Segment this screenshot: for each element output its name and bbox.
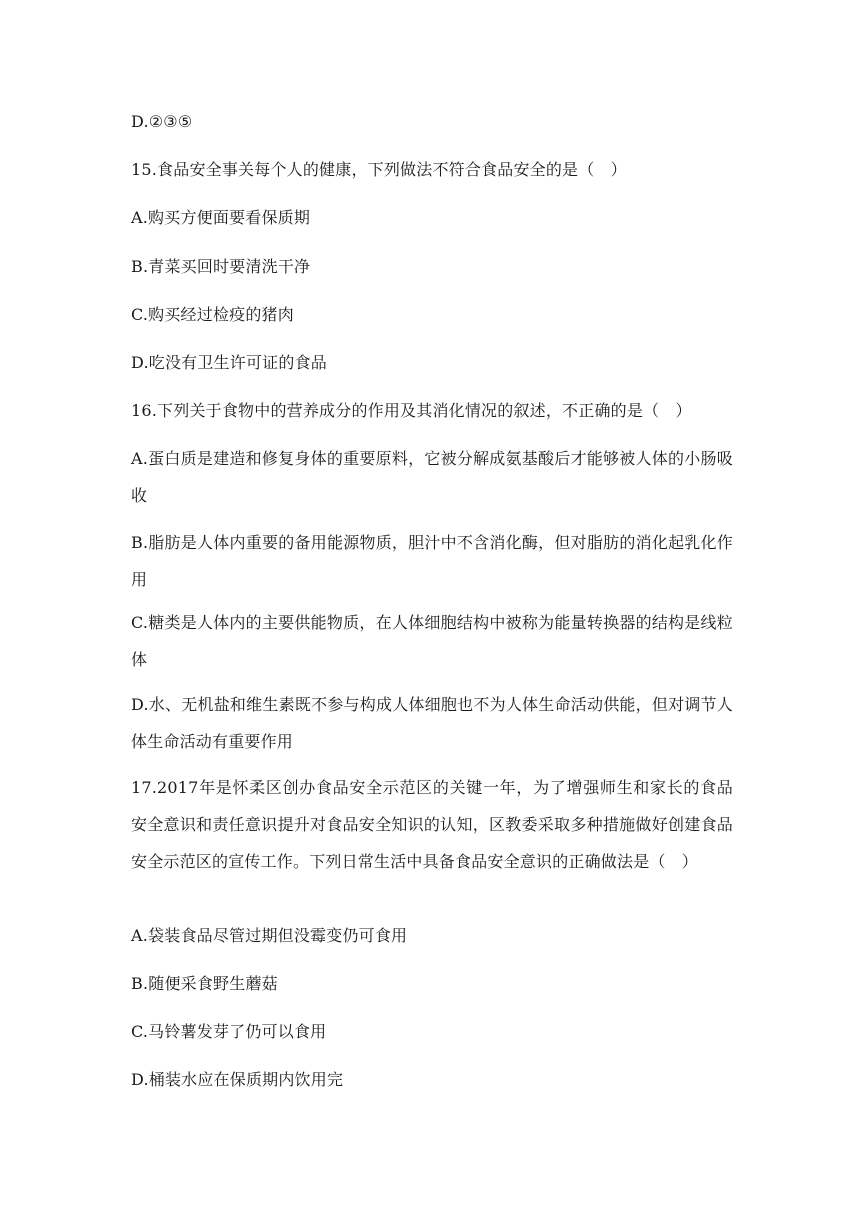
question-17-option-a: A.袋装食品尽管过期但没霉变仍可食用	[131, 926, 408, 945]
question-15-option-d: D.吃没有卫生许可证的食品	[131, 353, 327, 372]
question-16-option-c: C.糖类是人体内的主要供能物质，在人体细胞结构中被称为能量转换器的结构是线粒体	[131, 613, 733, 669]
question-15-option-c: C.购买经过检疫的猪肉	[131, 305, 294, 324]
question-16-option-a: A.蛋白质是建造和修复身体的重要原料，它被分解成氨基酸后才能够被人体的小肠吸收	[131, 449, 733, 505]
option-d-prev: D.②③⑤	[131, 112, 193, 131]
question-16-option-d: D.水、无机盐和维生素既不参与构成人体细胞也不为人体生命活动供能，但对调节人体生命活动有重要作用	[131, 695, 733, 751]
question-17-option-c: C.马铃薯发芽了仍可以食用	[131, 1022, 327, 1041]
question-16-stem: 16.下列关于食物中的营养成分的作用及其消化情况的叙述，不正确的是（ ）	[131, 401, 692, 420]
question-15-option-a: A.购买方便面要看保质期	[131, 208, 311, 227]
question-15-stem: 15.食品安全事关每个人的健康，下列做法不符合食品安全的是（ ）	[131, 160, 627, 179]
question-16-option-b: B.脂肪是人体内重要的备用能源物质，胆汁中不含消化酶，但对脂肪的消化起乳化作用	[131, 533, 733, 589]
question-15-option-b: B.青菜买回时要清洗干净	[131, 257, 311, 276]
question-17-stem: 17.2017年是怀柔区创办食品安全示范区的关键一年，为了增强师生和家长的食品安全意识和责任意识提升对食品安全知识的认知，区教委采取多种措施做好创建食品安全示范区的宣传工作。下列日常生活中具备食品安全意识的正确做法是（ ）	[131, 778, 733, 871]
question-17-option-d: D.桶装水应在保质期内饮用完	[131, 1070, 344, 1089]
question-17-option-b: B.随便采食野生蘑菇	[131, 974, 278, 993]
